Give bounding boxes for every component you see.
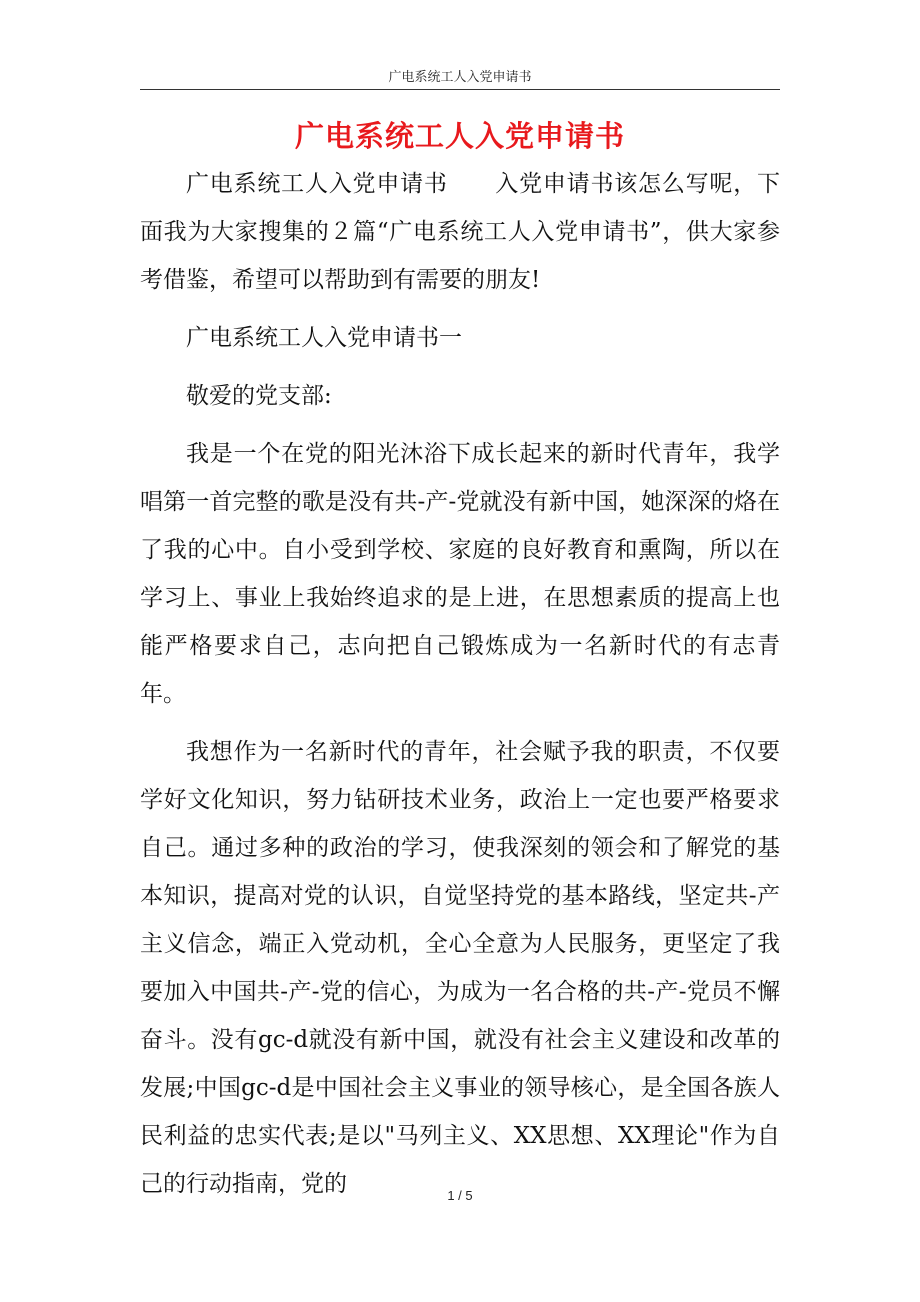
body-paragraph: 我想作为一名新时代的青年，社会赋予我的职责，不仅要学好文化知识，努力钻研技术业务，政治上一定也要严格要求自己。通过多种的政治的学习，使我深刻的领会和了解党的基本知识，提高对党的认识，自觉坚持党的基本路线，坚定共-产主义信念，端正入党动机，全心全意为人民服务，更坚定了我要加入中国共-产-党的信心，为成为一名合格的共-产-党员不懈奋斗。没有gc-d就没有新中国，就没有社会主义建设和改革的发展;中国gc-d是中国社会主义事业的领导核心，是全国各族人民利益的忠实代表;是以"马列主义、XX思想、XX理论"作为自己的行动指南，党的 xyxy=(140,739,780,1197)
body-paragraph: 我是一个在党的阳光沐浴下成长起来的新时代青年，我学唱第一首完整的歌是没有共-产-党就没有新中国，她深深的烙在了我的心中。自小受到学校、家庭的良好教育和熏陶，所以在学习上、事业上我始终追求的是上进，在思想素质的提高上也能严格要求自己，志向把自己锻炼成为一名新时代的有志青年。 xyxy=(140,441,780,707)
running-header: 广电系统工人入党申请书 xyxy=(388,70,532,85)
header-divider xyxy=(140,89,780,90)
document-body xyxy=(140,160,780,1208)
section-heading: 广电系统工人入党申请书一 xyxy=(186,325,462,351)
intro-paragraph: 广电系统工人入党申请书 入党申请书该怎么写呢，下面我为大家搜集的２篇“广电系统工人入党申请书”，供大家参考借鉴，希望可以帮助到有需要的朋友! xyxy=(140,171,780,293)
document-title: 广电系统工人入党申请书 xyxy=(294,119,625,153)
salutation: 敬爱的党支部: xyxy=(186,383,332,409)
page-number: 1 / 5 xyxy=(447,1188,473,1203)
